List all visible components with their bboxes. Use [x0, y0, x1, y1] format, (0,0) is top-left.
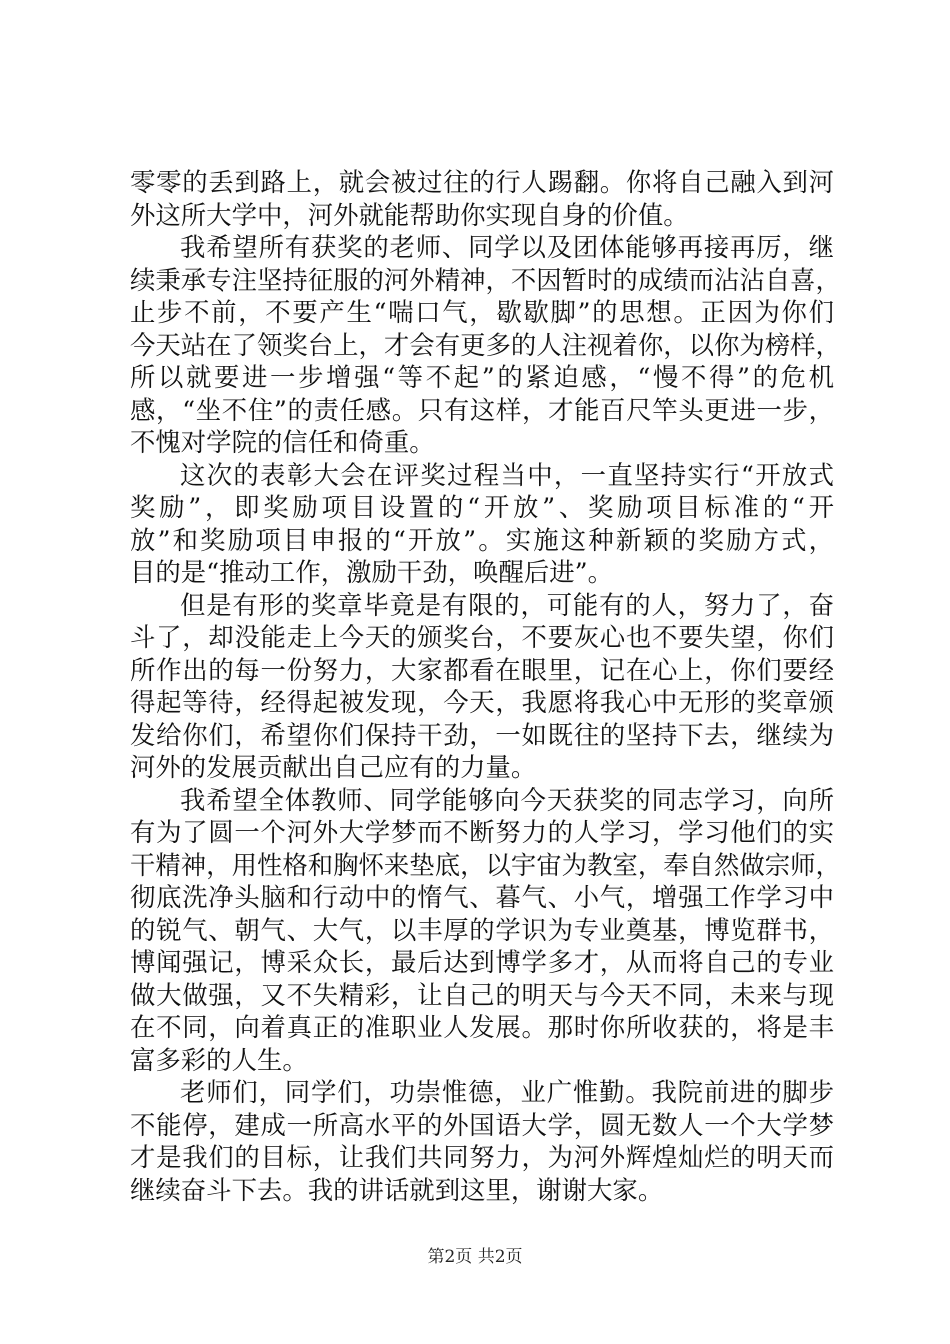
text-line: 感，“坐不住”的责任感。只有这样，才能百尺竿头更进一步，: [130, 394, 834, 425]
text-line: 但是有形的奖章毕竟是有限的，可能有的人，努力了，奋: [180, 589, 834, 620]
text-line: 不愧对学院的信任和倚重。: [130, 427, 435, 457]
text-line: 富多彩的人生。: [130, 1044, 308, 1075]
text-line: 所以就要进一步增强“等不起”的紧迫感，“慢不得”的危机: [130, 362, 834, 392]
text-line: 彻底洗净头脑和行动中的惰气、暮气、小气，增强工作学习中: [130, 882, 834, 912]
text-line: 继续奋斗下去。我的讲话就到这里，谢谢大家。: [130, 1174, 664, 1205]
text-line: 干精神，用性格和胸怀来垫底，以宇宙为教室，奉自然做宗师，: [130, 849, 841, 880]
text-line: 河外的发展贡献出自己应有的力量。: [130, 752, 537, 782]
text-line: 老师们，同学们，功崇惟德，业广惟勤。我院前进的脚步: [180, 1077, 834, 1107]
text-line: 才是我们的目标，让我们共同努力，为河外辉煌灿烂的明天而: [130, 1142, 834, 1172]
text-line: 奖励”，即奖励项目设置的“开放”、奖励项目标准的“开: [130, 492, 834, 522]
text-line: 续秉承专注坚持征服的河外精神，不因暂时的成绩而沾沾自喜，: [130, 264, 841, 295]
text-line: 做大做强，又不失精彩，让自己的明天与今天不同，未来与现: [130, 979, 834, 1010]
text-line: 止步不前，不要产生“喘口气，歇歇脚”的思想。正因为你们: [130, 297, 834, 327]
text-line: 放”和奖励项目申报的“开放”。实施这种新颖的奖励方式，: [130, 524, 834, 555]
text-line: 零零的丢到路上，就会被过往的行人踢翻。你将自己融入到河: [130, 167, 834, 197]
text-line: 这次的表彰大会在评奖过程当中，一直坚持实行“开放式: [180, 459, 834, 490]
text-line: 在不同，向着真正的准职业人发展。那时你所收获的，将是丰: [130, 1012, 834, 1042]
text-line: 目的是“推动工作，激励干劲，唤醒后进”。: [130, 557, 613, 587]
text-line: 有为了圆一个河外大学梦而不断努力的人学习，学习他们的实: [130, 817, 834, 847]
text-line: 今天站在了领奖台上，才会有更多的人注视着你，以你为榜样，: [130, 329, 841, 360]
text-line: 所作出的每一份努力，大家都看在眼里，记在心上，你们要经: [130, 654, 834, 685]
text-line: 的锐气、朝气、大气，以丰厚的学识为专业奠基，博览群书，: [130, 914, 834, 945]
text-line: 外这所大学中，河外就能帮助你实现自身的价值。: [130, 199, 689, 230]
text-line: 博闻强记，博采众长，最后达到博学多才，从而将自己的专业: [130, 947, 834, 977]
text-line: 得起等待，经得起被发现，今天，我愿将我心中无形的奖章颁: [130, 687, 834, 717]
text-line: 我希望所有获奖的老师、同学以及团体能够再接再厉，继: [180, 232, 834, 262]
page-footer: 第2页 共2页: [427, 1247, 523, 1267]
text-line: 我希望全体教师、同学能够向今天获奖的同志学习，向所: [180, 784, 834, 815]
text-line: 发给你们，希望你们保持干劲，一如既往的坚持下去，继续为: [130, 719, 834, 750]
text-line: 不能停，建成一所高水平的外国语大学，圆无数人一个大学梦: [130, 1109, 834, 1140]
document-body: [130, 166, 841, 1206]
text-line: 斗了，却没能走上今天的颁奖台，不要灰心也不要失望，你们: [130, 622, 834, 652]
